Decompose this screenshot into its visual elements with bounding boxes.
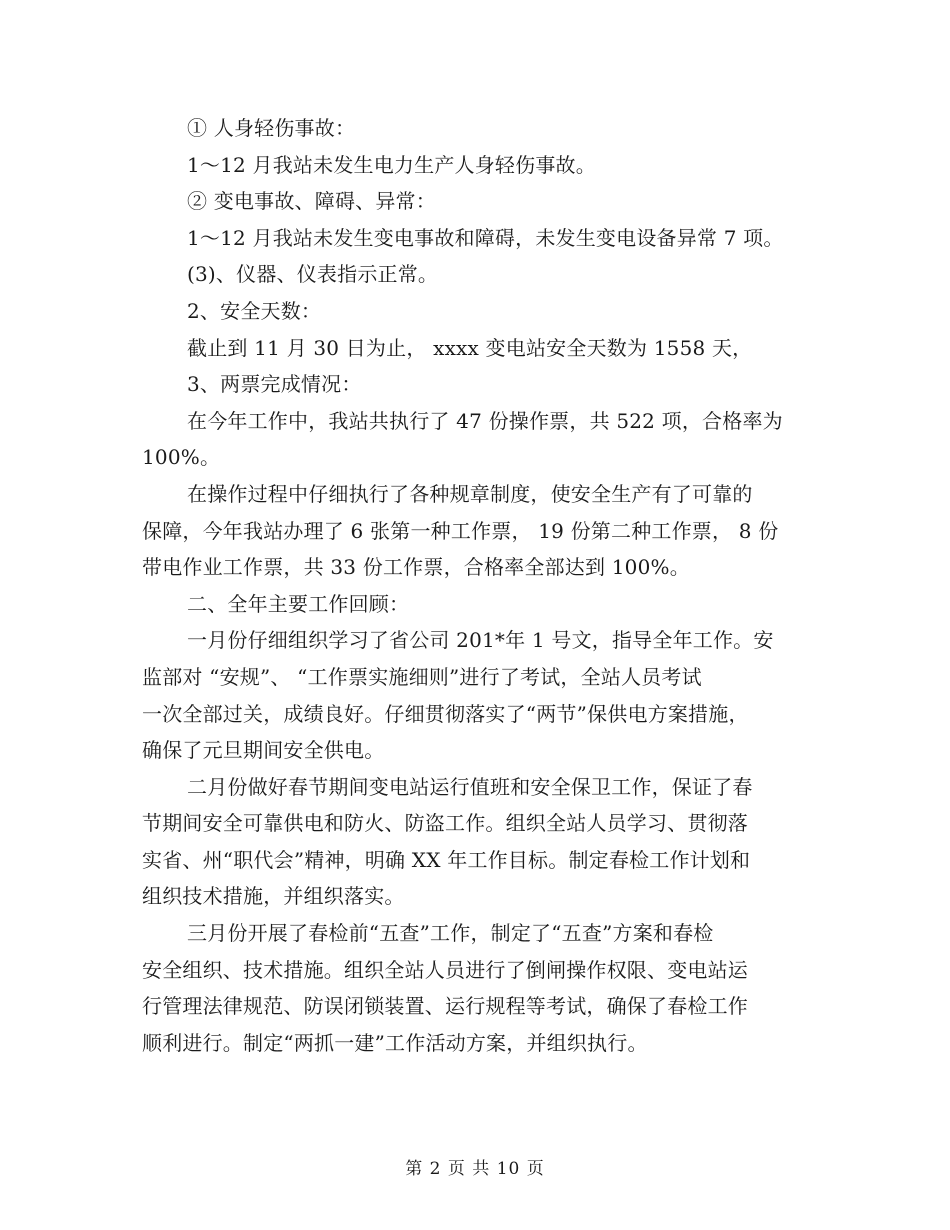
text-line: 行管理法律规范、防误闭锁装置、运行规程等考试，确保了春检工作	[142, 994, 748, 1019]
text-line: 节期间安全可靠供电和防火、防盗工作。组织全站人员学习、贯彻落	[142, 811, 748, 836]
text-line: 2、安全天数：	[187, 298, 322, 323]
text-line: 1～12 月我站未发生变电事故和障碍，未发生变电设备异常 7 项。	[187, 225, 784, 250]
text-line: 在操作过程中仔细执行了各种规章制度，使安全生产有了可靠的	[187, 481, 753, 506]
text-line: 二、全年主要工作回顾：	[187, 591, 410, 616]
text-line: ② 变电事故、障碍、异常：	[187, 189, 436, 214]
text-line: 顺利进行。制定“两抓一建”工作活动方案，并组织执行。	[142, 1030, 648, 1055]
text-line: 在今年工作中，我站共执行了 47 份操作票，共 522 项，合格率为	[187, 408, 783, 433]
text-line: 一次全部过关，成绩良好。仔细贯彻落实了“两节”保供电方案措施，	[142, 701, 749, 726]
text-line: 保障，今年我站办理了 6 张第一种工作票， 19 份第二种工作票， 8 份	[142, 518, 779, 543]
text-line: (3)、仪器、仪表指示正常。	[187, 262, 439, 287]
text-line: 3、两票完成情况：	[187, 372, 362, 397]
page-footer: 第 2 页 共 10 页	[405, 1159, 545, 1179]
text-line: 二月份做好春节期间变电站运行值班和安全保卫工作，保证了春	[187, 774, 753, 799]
text-line: ① 人身轻伤事故：	[187, 116, 356, 140]
text-line: 截止到 11 月 30 日为止， xxxx 变电站安全天数为 1558 天，	[187, 335, 753, 360]
text-line: 一月份仔细组织学习了省公司 201*年 1 号文，指导全年工作。安	[187, 628, 774, 653]
text-line: 带电作业工作票，共 33 份工作票，合格率全部达到 100%。	[142, 555, 690, 580]
text-line: 监部对 “安规”、 “工作票实施细则”进行了考试，全站人员考试	[142, 664, 702, 689]
text-line: 实省、州“职代会”精神，明确 XX 年工作目标。制定春检工作计划和	[142, 847, 751, 872]
text-line: 组织技术措施，并组织落实。	[142, 884, 405, 909]
document-body	[142, 110, 804, 1061]
text-line: 三月份开展了春检前“五查”工作，制定了“五查”方案和春检	[187, 921, 714, 946]
text-line: 100%。	[142, 445, 221, 470]
text-line: 确保了元旦期间安全供电。	[142, 738, 385, 763]
text-line: 1～12 月我站未发生电力生产人身轻伤事故。	[187, 152, 596, 177]
text-line: 安全组织、技术措施。组织全站人员进行了倒闸操作权限、变电站运	[142, 957, 748, 982]
